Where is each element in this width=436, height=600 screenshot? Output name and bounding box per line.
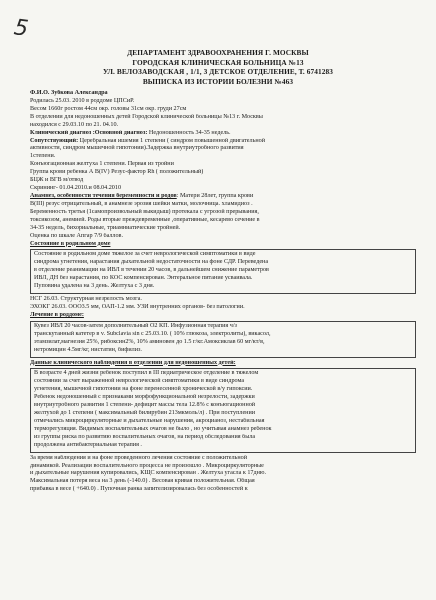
anamnesis-line: Беременность третья (1самопроизвольный выкидыш) протекала с угрозой прерывания, [30,208,259,215]
maternity-state-heading: Состояние в родильном доме [30,240,111,247]
department-name: ДЕПАРТАМЕНТ ЗДРАВООХРАНЕНИЯ Г. МОСКВЫ [127,48,309,57]
secondary-diagnosis-label: Сопутствующий: [30,137,79,144]
outcome-line: Максимальная потеря веса на 3 день (-140.0) . Весовая кривая положительная. Общая [30,478,255,485]
outcome-line: За время наблюдения и на фоне проведенного лечения состояние с положительной [30,454,247,461]
anamnesis-heading [30,193,416,201]
diagnosis-line: активности, синдром мышечной гипотонии).Задержка внутриутробного развития [30,145,244,152]
hospital-address: УЛ. ВЕЛОЗАВОДСКАЯ , 1/1, 3 ДЕТСКОЕ ОТДЕЛЕНИЕ, Т. 6741283 [102,67,334,77]
birth-measurements: Весом 1660г ростом 44см окр. головы 31см окр. груди 27см [30,105,187,112]
observation-line: Ребенок недоношенный с признаками морфофункциональной незрелости, задержки [34,394,255,401]
main-diagnosis-label: Клинический диагноз :Основной диагноз: [30,129,148,136]
main-diagnosis-text: Недоношенность 34-35 недель. [147,129,231,136]
main-diagnosis [30,130,416,138]
diagnosis-line: 1степени. [30,153,56,160]
observation-line: терморегуляция. Видимых воспалительных очагов не было , но учитывая анамнез ребенок [34,425,272,432]
maternity-treatment-heading: Лечение в роддоме: [30,311,84,318]
hospital-name: ГОРОДСКАЯ КЛИНИЧЕСКАЯ БОЛЬНИЦА №13 [132,57,304,67]
document-title: ВЫПИСКА ИЗ ИСТОРИИ БОЛЕЗНИ №463 [142,76,294,86]
maternity-state-line: Состояние в родильном доме тяжелое за счет неврологической симптоматики в виде [34,251,256,258]
observation-line: В возрасте 4 дней жизни ребенок поступил в III педиатрическое отделение в тяжелом [34,370,259,377]
anamnesis-line: 34-35 недель, бихориальные, триамниатические тройней. [30,224,181,231]
stay-dates: находился с 29.03.10 по 21. 04.10. [30,121,119,128]
nsg-result: НСГ 26.03. Структурная незрелость мозга. [30,296,142,303]
document-header [0,48,436,86]
handwritten-page-number: 5 [12,15,30,42]
treatment-line: Кувез ИВЛ 20 часов-затем дополнительный О2 КП. Инфузионная терапия ч/з [34,322,237,329]
echo-result: ЭХОКГ 26.03. ООО3.5 мм, ОАП-1.2 мм. УЗИ внутренних органов- без патологии. [30,303,245,310]
blood-group: Группа крови ребенка А В(IV) Резус-фактор Rh ( положительный) [30,169,204,176]
anamnesis-line: В(III) резус отрицательный, в анамнезе эрозия шейки матки, молочница. хламидиоз . [30,200,253,207]
maternity-state-line: в отделение реанимации на ИВЛ в течении 20 часов, в дальнейшем снижение параметров [34,267,269,274]
birth-info: Родилась 25.03. 2010 в роддоме ЦПСиР. [30,97,135,104]
treatment-line: транскутанный катетер в v. Subclavia sin с 25.03.10. ( 10% глюкоза, электролиты), викасол, [34,330,271,337]
anamnesis-text: : Матери 28лет, группа крови [176,192,254,199]
observation-line: состоянии за счет выраженной неврологической симптоматики в виде синдрома [34,378,245,385]
stay-info: В отделении для недоношенных детей Городской клинической больницы №13 г. Москвы [30,113,263,120]
patient-name: Ф.И.О. Зубкова Александра [30,90,108,96]
maternity-state-line: синдрома угнетения, нарастания дыхательной недостаточности на фоне СДР. Переведена [34,259,269,266]
secondary-diagnosis-text: Церебральная ишемия 1 степени ( синдром повышенной двигательной [78,137,266,144]
screening-note: Скрининг- 01.04.2010.и 08.04.2010 [30,185,122,192]
anamnesis-label: Анамнез, особенности течения беременности и родов [30,192,177,199]
observation-line: из группы риска по развитию воспалительных очагов, на период обследования была [34,433,256,440]
treatment-line: этамзилат,магнезия 25%, рибоксин2%, 10% аминовен до 1.5 г/кг.Амоксиклав 60 мг/кт/в, [34,338,265,345]
outcome-line: прибавка в весе ( +640.0) . Пупочная ранка запителизировалась без особенностей к [30,486,248,493]
maternity-state-line: ИВЛ, ДН без нарастания, по КОС компенсирован. Энтеральное питание усваивала. [34,275,253,282]
anamnesis-line: токсикозом, анемией. Роды вторые преждевременные ,оперативные, кесарево сечение в [30,216,260,223]
vaccination-note: БЦЖ и ВГВ м/отвод [30,177,84,184]
diagnosis-line: Конъюгационная желтуха 1 степени. Первая из тройни [30,161,174,168]
observation-line: отмечались микроциркуляторные и дыхательные нарушения, акроцианоз, нестабильная [34,417,265,424]
observation-box [30,368,416,452]
maternity-state-box [30,249,416,294]
document-body [30,90,416,494]
secondary-diagnosis [30,138,416,146]
maternity-treatment-box [30,321,416,358]
apgar-score: Оценка по шкале Апгар 7/9 баллов. [30,232,123,239]
observation-line: желтухой до 1 степени ( максимальный билирубин 213мкмоль/л) . При поступлении [34,410,256,417]
observation-heading: Данные клинического наблюдения в отделении для недоношенных детей: [30,359,236,366]
maternity-state-line: Пуповина удалена на 3 день. Желтуха с 3 дня. [34,283,155,290]
observation-line: продолжена антибактериальная терапия . [34,441,142,448]
outcome-line: и дыхательные нарушения купировались, КЩС компенсирован . Желтуха угасла к 17дню. [30,470,267,477]
treatment-line: нетромицин 4.5мг/кг, нистатин, бифилиз. [34,346,142,353]
observation-line: внутриутробного развития 1 степени- дефицит массы тела 12.8% с конъюгационной [34,402,256,409]
observation-line: угнетения, мышечной гипотонии на фоне перенесенной хронической в/у гипоксии. [34,386,253,393]
outcome-line: динамикой. Реализации воспалительного процесса не произошло . Микроциркуляторные [30,462,264,469]
